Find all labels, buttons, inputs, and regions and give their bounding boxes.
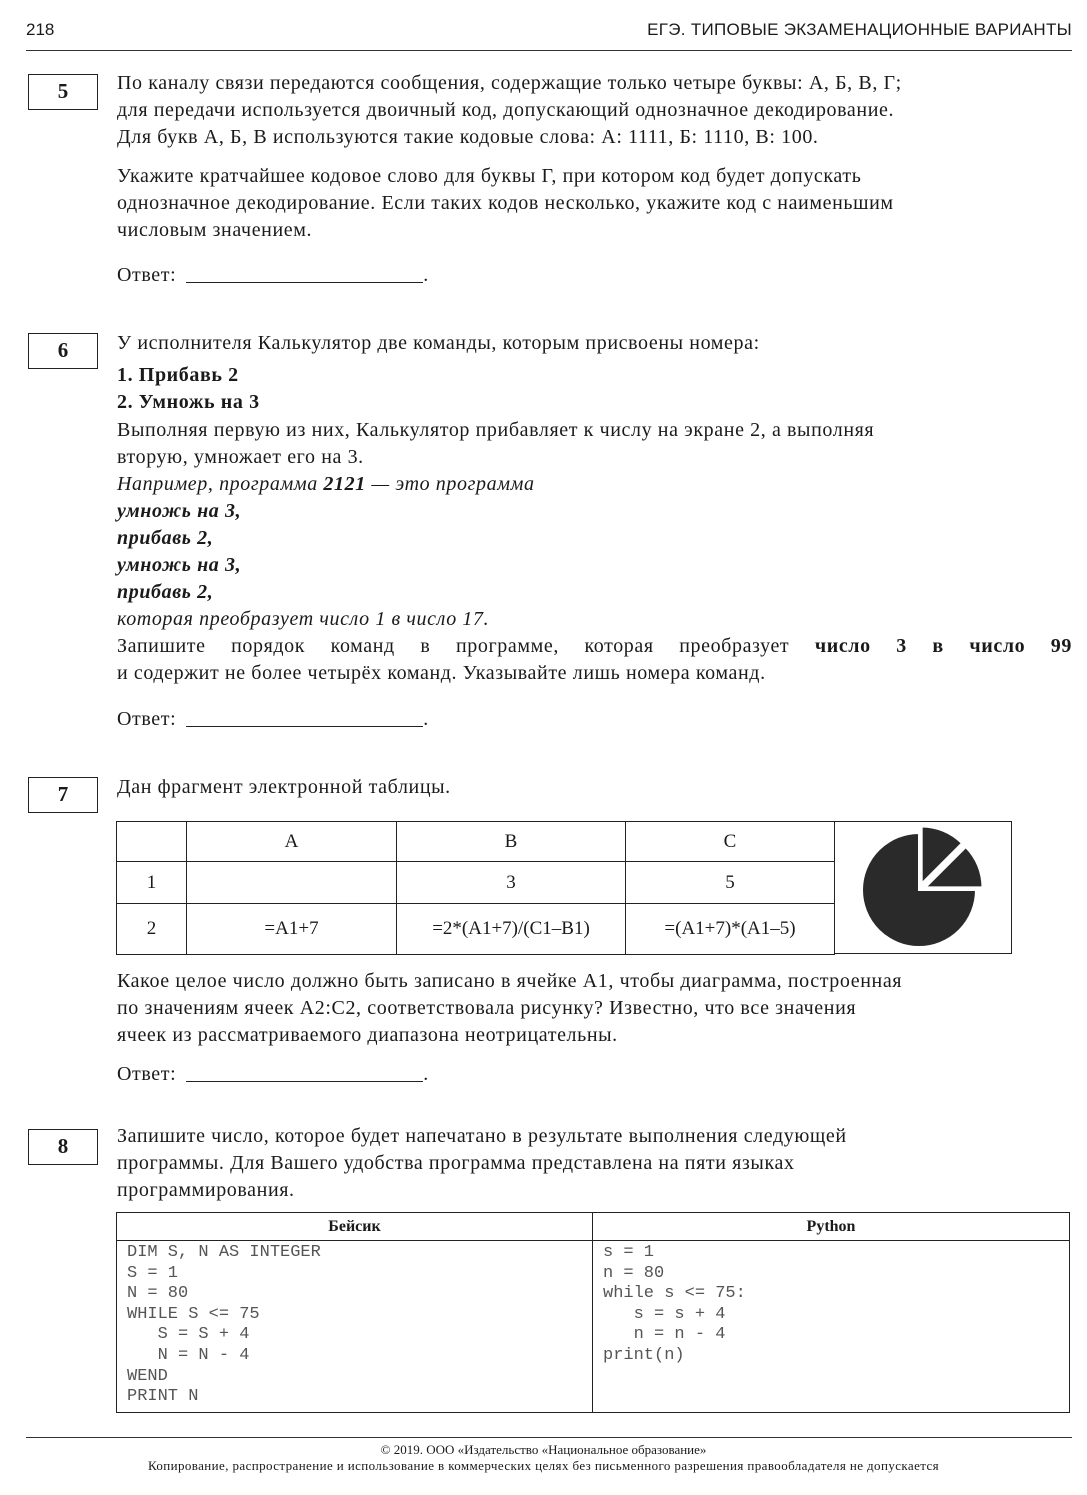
pie-slice-large bbox=[862, 833, 976, 947]
code-line: PRINT N bbox=[127, 1387, 199, 1407]
sheet-col-header: C bbox=[626, 822, 835, 862]
sheet-cell-C1: 5 bbox=[626, 862, 835, 904]
code-header-basic: Бейсик bbox=[117, 1213, 593, 1241]
answer-blank bbox=[186, 263, 423, 283]
question-number-6: 6 bbox=[28, 333, 98, 369]
answer-label: Ответ: bbox=[117, 708, 177, 730]
q5-p2-line: однозначное декодирование. Если таких кодов несколько, укажите код с наименьшим bbox=[117, 192, 894, 214]
header-rule bbox=[26, 50, 1072, 51]
answer-blank bbox=[186, 707, 423, 727]
sheet-row bbox=[117, 904, 835, 955]
q7-question-line: по значениям ячеек А2:С2, соответствовала рисунку? Известно, что все значения bbox=[117, 997, 857, 1019]
code-table bbox=[116, 1212, 1070, 1413]
code-line: while s <= 75: bbox=[603, 1284, 746, 1304]
sheet-cell-A2: =A1+7 bbox=[187, 904, 397, 955]
code-line: N = N - 4 bbox=[127, 1345, 250, 1365]
q5-p1-line: Для букв А, Б, В используются такие кодовые слова: А: 1111, Б: 1110, В: 100. bbox=[117, 126, 819, 148]
answer-end: . bbox=[423, 264, 429, 286]
sheet-row-label: 1 bbox=[117, 862, 187, 904]
answer-blank bbox=[186, 1062, 423, 1082]
code-line: s = 1 bbox=[603, 1243, 655, 1262]
q7-question-line: ячеек из рассматриваемого диапазона неотрицательны. bbox=[117, 1024, 618, 1046]
q5-p1-line: По каналу связи передаются сообщения, содержащие только четыре буквы: А, Б, В, Г; bbox=[117, 72, 902, 94]
code-body-row bbox=[117, 1241, 1070, 1413]
sheet-header-row bbox=[117, 822, 835, 862]
sheet-cell-A1 bbox=[187, 862, 397, 904]
answer-label: Ответ: bbox=[117, 264, 177, 286]
q5-p2-line: Укажите кратчайшее кодовое слово для буквы Г, при котором код будет допускать bbox=[117, 165, 862, 187]
q6-intro: У исполнителя Калькулятор две команды, которым присвоены номера: bbox=[117, 332, 760, 354]
sheet-col-header: B bbox=[397, 822, 626, 862]
footer-copyright: © 2019. ООО «Издательство «Национальное образование» bbox=[380, 1442, 707, 1457]
sheet-col-header: A bbox=[187, 822, 397, 862]
q6-task-line-1 bbox=[117, 633, 1072, 660]
running-title: ЕГЭ. ТИПОВЫЕ ЭКЗАМЕНАЦИОННЫЕ ВАРИАНТЫ bbox=[647, 20, 1072, 39]
sheet-cell-B1: 3 bbox=[397, 862, 626, 904]
code-python bbox=[593, 1241, 1070, 1413]
q6-example-code: 2121 bbox=[323, 473, 366, 495]
spreadsheet-fragment bbox=[116, 821, 835, 955]
sheet-cell-B2: =2*(A1+7)/(C1–B1) bbox=[397, 904, 626, 955]
code-line: n = n - 4 bbox=[603, 1325, 726, 1345]
q8-line: Запишите число, которое будет напечатано в результате выполнения следующей bbox=[117, 1125, 847, 1147]
code-header-row bbox=[117, 1213, 1070, 1241]
question-number-7: 7 bbox=[28, 777, 98, 813]
code-line: WHILE S <= 75 bbox=[127, 1304, 260, 1324]
q6-example-prefix: Например, программа bbox=[117, 473, 324, 495]
q6-example-result: которая преобразует число 1 в число 17. bbox=[117, 608, 490, 630]
code-line: print(n) bbox=[603, 1345, 685, 1365]
code-basic bbox=[117, 1241, 593, 1413]
q6-example-suffix: — это программа bbox=[365, 473, 535, 495]
pie-chart bbox=[835, 822, 1011, 953]
q5-answer bbox=[117, 263, 429, 287]
q8-line: программы. Для Вашего удобства программа представлена на пяти языках bbox=[117, 1152, 795, 1174]
sheet-row bbox=[117, 862, 835, 904]
question-number-8: 8 bbox=[28, 1129, 98, 1165]
code-line: DIM S, N AS INTEGER bbox=[127, 1243, 321, 1262]
q7-answer bbox=[117, 1062, 429, 1086]
q6-example-step: умножь на 3, bbox=[117, 500, 242, 522]
q7-question-line: Какое целое число должно быть записано в ячейке А1, чтобы диаграмма, построенная bbox=[117, 970, 903, 992]
question-number-5: 5 bbox=[28, 74, 98, 110]
q8-text bbox=[117, 1123, 1072, 1204]
code-header-python: Python bbox=[593, 1213, 1070, 1241]
q6-task bbox=[117, 633, 1072, 687]
code-line: N = 80 bbox=[127, 1284, 189, 1304]
q5-paragraph-2 bbox=[117, 163, 1072, 244]
footer-notice: Копирование, распространение и использование в коммерческих целях без письменного разрешения правообладателя не допускается bbox=[147, 1458, 940, 1473]
answer-label: Ответ: bbox=[117, 1063, 177, 1085]
q6-task-line-2: и содержит не более четырёх команд. Указывайте лишь номера команд. bbox=[117, 662, 766, 684]
code-line: S = 1 bbox=[127, 1263, 179, 1283]
q7-question bbox=[117, 968, 1072, 1049]
page-header bbox=[26, 18, 1072, 48]
code-line: n = 80 bbox=[603, 1263, 665, 1283]
answer-end: . bbox=[423, 708, 429, 730]
code-line: S = S + 4 bbox=[127, 1325, 250, 1345]
sheet-row-label: 2 bbox=[117, 904, 187, 955]
q6-command-1: 1. Прибавь 2 bbox=[117, 364, 239, 386]
q6-task-prefix: Запишите порядок команд в программе, которая преобразует bbox=[117, 635, 815, 657]
q7-intro: Дан фрагмент электронной таблицы. bbox=[117, 776, 451, 798]
q6-example-step: прибавь 2, bbox=[117, 527, 214, 549]
q8-line: программирования. bbox=[117, 1179, 295, 1201]
sheet-cell-C2: =(A1+7)*(A1–5) bbox=[626, 904, 835, 955]
q6-command-2: 2. Умножь на 3 bbox=[117, 391, 260, 413]
q6-desc-line: Выполняя первую из них, Калькулятор прибавляет к числу на экране 2, а выполняя bbox=[117, 419, 875, 441]
sheet-corner bbox=[117, 822, 187, 862]
answer-end: . bbox=[423, 1063, 429, 1085]
q6-answer bbox=[117, 707, 429, 731]
code-line: WEND bbox=[127, 1366, 168, 1386]
q6-example-step: прибавь 2, bbox=[117, 581, 214, 603]
q6-desc-line: вторую, умножает его на 3. bbox=[117, 446, 364, 468]
q6-task-bold: число 3 в число 99 bbox=[814, 635, 1072, 657]
footer-rule bbox=[26, 1437, 1072, 1438]
code-line: s = s + 4 bbox=[603, 1304, 726, 1324]
q5-p1-line: для передачи используется двоичный код, допускающий однозначное декодирование. bbox=[117, 99, 895, 121]
q6-example bbox=[117, 471, 535, 498]
pie-chart-cell bbox=[834, 821, 1012, 954]
q5-paragraph-1 bbox=[117, 70, 1072, 151]
q5-p2-line: числовым значением. bbox=[117, 219, 313, 241]
q6-example-step: умножь на 3, bbox=[117, 554, 242, 576]
q6-description bbox=[117, 417, 1072, 471]
page-number: 218 bbox=[26, 20, 55, 39]
